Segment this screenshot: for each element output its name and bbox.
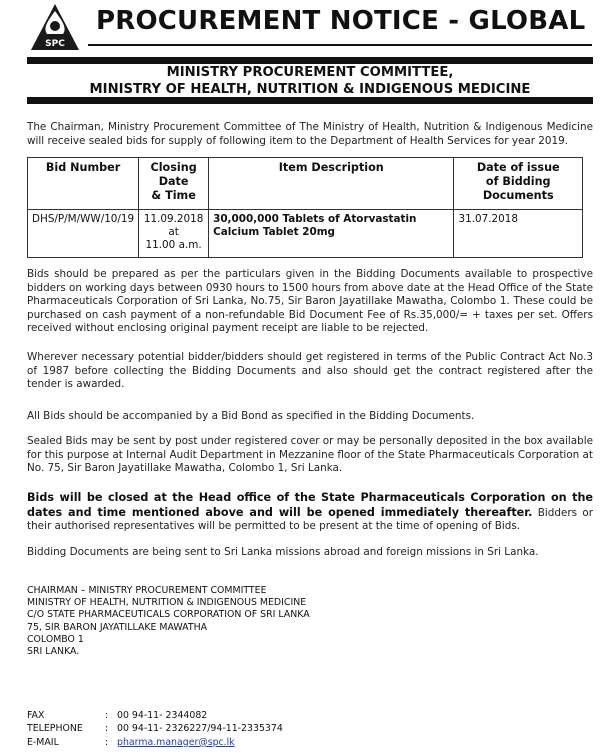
cell-bid-number: DHS/P/M/WW/10/19 xyxy=(28,210,139,258)
separator: : xyxy=(105,723,109,735)
address-line: MINISTRY OF HEALTH, NUTRITION & INDIGENOUS MEDICINE xyxy=(27,597,307,609)
email-row xyxy=(27,736,283,749)
paragraph-closing-notice xyxy=(27,491,593,534)
bids-table xyxy=(27,157,583,258)
address-line: 75, SIR BARON JAYATILLAKE MAWATHA xyxy=(27,621,208,633)
header-date-of-issue: Date of issue of Bidding Documents xyxy=(454,158,583,210)
fax-label: FAX xyxy=(27,710,45,721)
page-title: PROCUREMENT NOTICE - GLOBAL xyxy=(96,6,586,36)
table-row xyxy=(28,210,583,258)
spc-logo xyxy=(29,2,81,54)
paragraph-missions: Bidding Documents are being sent to Sri Lanka missions abroad and foreign missions in Sri Lanka. xyxy=(27,546,539,558)
email-label: E-MAIL xyxy=(27,736,59,748)
cell-closing-date: 11.09.2018 at 11.00 a.m. xyxy=(139,210,209,258)
paragraph-bid-bond: All Bids should be accompanied by a Bid Bond as specified in the Bidding Documents. xyxy=(27,410,475,422)
cell-item-description: 30,000,000 Tablets of Atorvastatin Calcium Tablet 20mg xyxy=(209,210,454,258)
spc-logo-icon xyxy=(29,2,81,54)
intro-paragraph: The Chairman, Ministry Procurement Committee of The Ministry of Health, Nutrition & Indigenous Medicine will receive sealed bids for supply of following item to the Department of Health Services for year 2019. xyxy=(27,121,593,147)
telephone-label: TELEPHONE xyxy=(27,723,83,735)
address-line: CHAIRMAN – MINISTRY PROCUREMENT COMMITTEE xyxy=(27,585,267,596)
telephone-value: 00 94-11- 2326227/94-11-2335374 xyxy=(117,723,283,735)
address-block xyxy=(27,585,310,658)
contact-block xyxy=(27,709,283,749)
closing-notice-rest: Bidders or their authorised representatives will be permitted to be present at the time of opening of Bids. xyxy=(27,506,593,533)
paragraph-sealed-bids: Sealed Bids may be sent by post under registered cover or may be personally deposited in the box available for this purpose at Internal Audit Department in Mezzanine floor of the State Pharmaceuticals Corporation at No. 75, Sir Baron Jayatillake Mawatha, Colombo 1, Sri Lanka. xyxy=(27,435,593,475)
address-line: SRI LANKA. xyxy=(27,646,80,658)
header-bid-number: Bid Number xyxy=(28,158,139,210)
banner-line-2: MINISTRY OF HEALTH, NUTRITION & INDIGENOUS MEDICINE xyxy=(89,81,531,97)
address-line: C/O STATE PHARMACEUTICALS CORPORATION OF SRI LANKA xyxy=(27,609,310,621)
fax-row xyxy=(27,709,283,722)
banner-line-1: MINISTRY PROCUREMENT COMMITTEE, xyxy=(166,64,454,80)
paragraph-registration: Wherever necessary potential bidder/bidders should get registered in terms of the Public Contract Act No.3 of 1987 before collecting the Bidding Documents and also should get the contract registered after the tender is awarded. xyxy=(27,351,593,391)
title-underline xyxy=(88,44,592,46)
header-item-description: Item Description xyxy=(209,158,454,210)
address-line: COLOMBO 1 xyxy=(27,633,84,645)
closing-notice-bold: Bids will be closed at the Head office of the State Pharmaceuticals Corporation on the dates and time mentioned above and will be opened immediately thereafter. xyxy=(27,491,593,519)
committee-banner xyxy=(27,57,593,104)
telephone-row xyxy=(27,722,283,735)
cell-issue-date: 31.07.2018 xyxy=(454,210,583,258)
separator: : xyxy=(105,736,109,748)
header-closing-date: Closing Date & Time xyxy=(139,158,209,210)
fax-value: 00 94-11- 2344082 xyxy=(117,710,208,721)
table-header-row xyxy=(28,158,583,210)
paragraph-bid-preparation: Bids should be prepared as per the particulars given in the Bidding Documents available to prospective bidders on working days between 0930 hours to 1500 hours from above date at the Head Office of the State Pharmaceuticals Corporation of Sri Lanka, No.75, Sir Baron Jayatillake Mawatha, Colombo 1. These could be purchased on cash payment of a non-refundable Bid Document Fee of Rs.35,000/= + taxes per set. Offers received without enclosing original payment receipt are liable to be rejected. xyxy=(27,268,593,335)
logo-text: SPC xyxy=(45,39,65,49)
separator: : xyxy=(105,710,109,721)
email-link[interactable]: pharma.manager@spc.lk xyxy=(117,736,235,748)
